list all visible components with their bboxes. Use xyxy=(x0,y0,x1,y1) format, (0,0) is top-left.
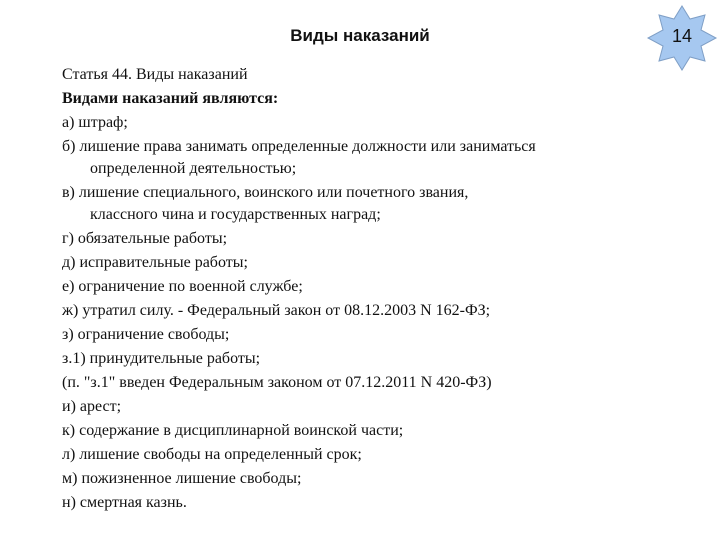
intro-line: Видами наказаний являются: xyxy=(62,90,279,107)
list-item: и) арест; xyxy=(62,398,122,415)
list-item: з.1) принудительные работы; xyxy=(62,350,261,367)
list-item: а) штраф; xyxy=(62,114,128,131)
list-item-note: (п. "з.1" введен Федеральным законом от 07.12.2011 N 420-ФЗ) xyxy=(62,374,492,391)
slide-number-badge xyxy=(644,4,720,72)
list-item: н) смертная казнь. xyxy=(62,494,187,511)
list-item-continuation: классного чина и государственных наград; xyxy=(90,206,381,223)
slide-title: Виды наказаний xyxy=(290,26,430,45)
list-item: л) лишение свободы на определенный срок; xyxy=(62,446,362,463)
article-heading: Статья 44. Виды наказаний xyxy=(62,66,248,83)
list-item: е) ограничение по военной службе; xyxy=(62,278,303,295)
list-item: б) лишение права занимать определенные должности или заниматься xyxy=(62,138,536,155)
article-text xyxy=(62,64,712,516)
list-item: в) лишение специального, воинского или почетного звания, xyxy=(62,184,469,201)
list-item: м) пожизненное лишение свободы; xyxy=(62,470,302,487)
list-item: ж) утратил силу. - Федеральный закон от 08.12.2003 N 162-ФЗ; xyxy=(62,302,491,319)
list-item: г) обязательные работы; xyxy=(62,230,228,247)
list-item: к) содержание в дисциплинарной воинской части; xyxy=(62,422,404,439)
list-item: д) исправительные работы; xyxy=(62,254,248,271)
list-item-continuation: определенной деятельностью; xyxy=(90,160,297,177)
list-item: з) ограничение свободы; xyxy=(62,326,230,343)
slide-number: 14 xyxy=(671,26,693,46)
